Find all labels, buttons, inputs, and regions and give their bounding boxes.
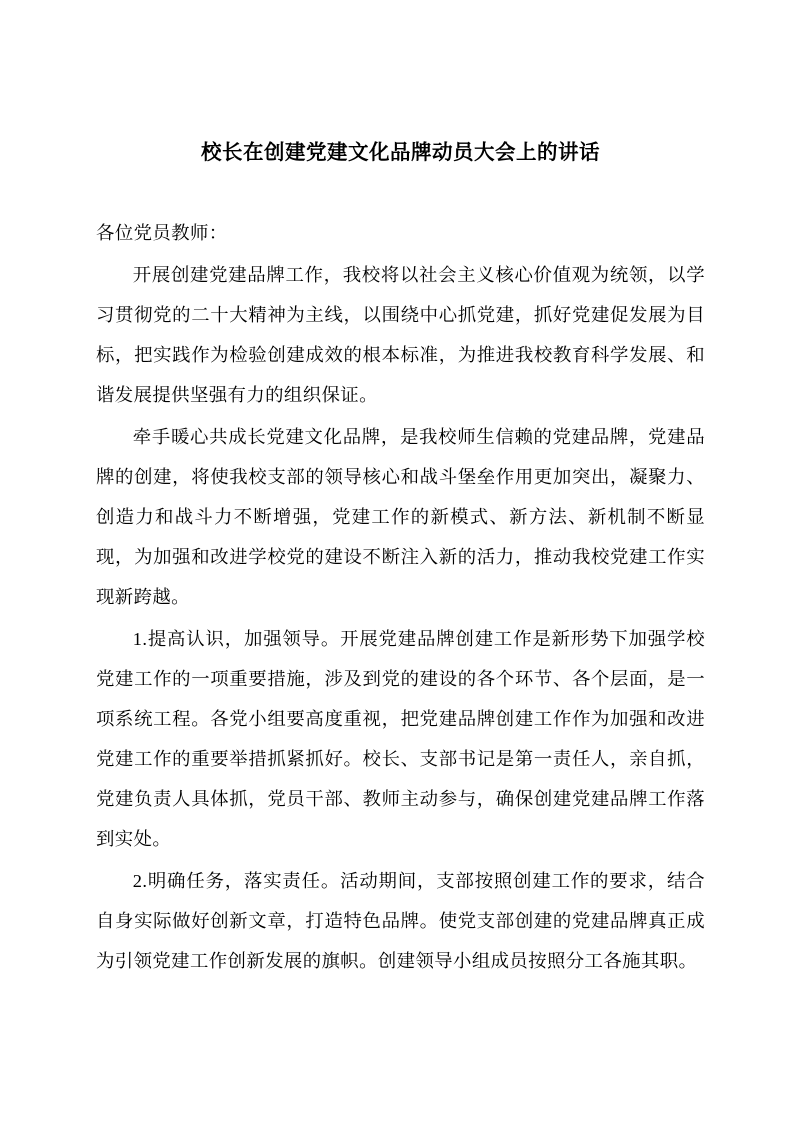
paragraph-4: 2.明确任务，落实责任。活动期间，支部按照创建工作的要求，结合自身实际做好创新文章，打造特色品牌。使党支部创建的党建品牌真正成为引领党建工作创新发展的旗帜。创建领导小组成员按照分工各施其职。	[96, 870, 705, 971]
paragraph-2: 牵手暖心共成长党建文化品牌，是我校师生信赖的党建品牌，党建品牌的创建，将使我校支部的领导核心和战斗堡垒作用更加突出，凝聚力、创造力和战斗力不断增强，党建工作的新模式、新方法、新机制不断显现，为加强和改进学校党的建设不断注入新的活力，推动我校党建工作实现新跨越。	[96, 426, 705, 607]
paragraph-salutation: 各位党员教师：	[96, 222, 228, 243]
paragraph-3: 1.提高认识，加强领导。开展党建品牌创建工作是新形势下加强学校党建工作的一项重要措施，涉及到党的建设的各个环节、各个层面，是一项系统工程。各党小组要高度重视，把党建品牌创建工作作为加强和改进党建工作的重要举措抓紧抓好。校长、支部书记是第一责任人，亲自抓，党建负责人具体抓，党员干部、教师主动参与，确保创建党建品牌工作落到实处。	[96, 628, 705, 849]
paragraph-1: 开展创建党建品牌工作，我校将以社会主义核心价值观为统领，以学习贯彻党的二十大精神为主线，以围绕中心抓党建，抓好党建促发展为目标，把实践作为检验创建成效的根本标准，为推进我校教育科学发展、和谐发展提供坚强有力的组织保证。	[96, 264, 705, 405]
page-title: 校长在创建党建文化品牌动员大会上的讲话	[201, 140, 600, 164]
